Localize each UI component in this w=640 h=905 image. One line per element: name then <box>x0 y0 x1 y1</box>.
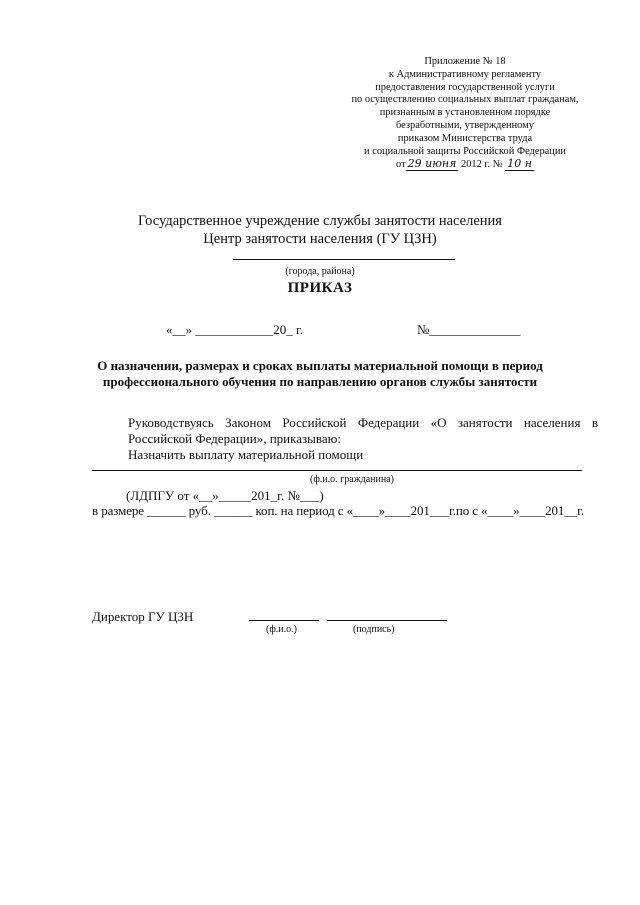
appendix-line: и социальной защиты Российской Федерации <box>364 145 566 157</box>
handwritten-date: 29 июня <box>407 157 457 171</box>
order-date: «__» ____________20_ г. <box>166 322 304 337</box>
appendix-date-line <box>300 158 630 172</box>
order-title: ПРИКАЗ <box>287 280 353 296</box>
handwritten-number: 10 н <box>507 157 532 171</box>
organization-line-2: Центр занятости населения (ГУ ЦЗН) <box>203 231 437 247</box>
appendix-line: по осуществлению социальных выплат гражданам, <box>351 94 579 106</box>
subject-line-2: профессионального обучения по направлению органов службы занятости <box>102 374 538 389</box>
appendix-date-prefix: от <box>396 159 406 171</box>
ldpgu-line: (ЛДПГУ от «__»_____201_г. №___) <box>126 488 324 503</box>
appendix-line: к Административному регламенту <box>388 68 542 80</box>
city-fill-line <box>233 259 455 260</box>
signature-fill-line <box>327 620 447 621</box>
body-paragraph-text: Руководствуясь Законом Российской Федерации «О занятости населения в Российской Федерации», приказываю: <box>128 415 598 446</box>
fio-fill-line <box>249 620 319 621</box>
appendix-block <box>300 56 630 172</box>
body-paragraph <box>92 415 598 447</box>
order-number: №______________ <box>417 322 521 337</box>
city-caption: (города, района) <box>285 266 355 277</box>
citizen-caption: (ф.и.о. гражданина) <box>310 474 394 485</box>
subject-line-1: О назначении, размерах и сроках выплаты материальной помощи в период <box>97 358 543 373</box>
appendix-line: приказом Министерства труда <box>397 132 533 144</box>
appendix-date-year: 2012 г. № <box>461 159 503 171</box>
signature-caption: (подпись) <box>353 624 395 635</box>
fio-caption: (ф.и.о.) <box>266 624 297 635</box>
organization-line-1: Государственное учреждение службы занятости населения <box>138 213 502 229</box>
appendix-line: Приложение № 18 <box>424 56 506 67</box>
citizen-fill-line <box>92 470 582 471</box>
director-role: Директор ГУ ЦЗН <box>92 609 194 624</box>
amount-line: в размере ______ руб. ______ коп. на период с «____»____201___г.по с «____»____201__г. <box>92 503 585 518</box>
appendix-line: безработными, утвержденному <box>396 119 534 131</box>
assign-text: Назначить выплату материальной помощи <box>128 447 364 462</box>
appendix-line: предоставления государственной услуги <box>375 81 555 93</box>
appendix-line: признанным в установленном порядке <box>379 107 551 119</box>
